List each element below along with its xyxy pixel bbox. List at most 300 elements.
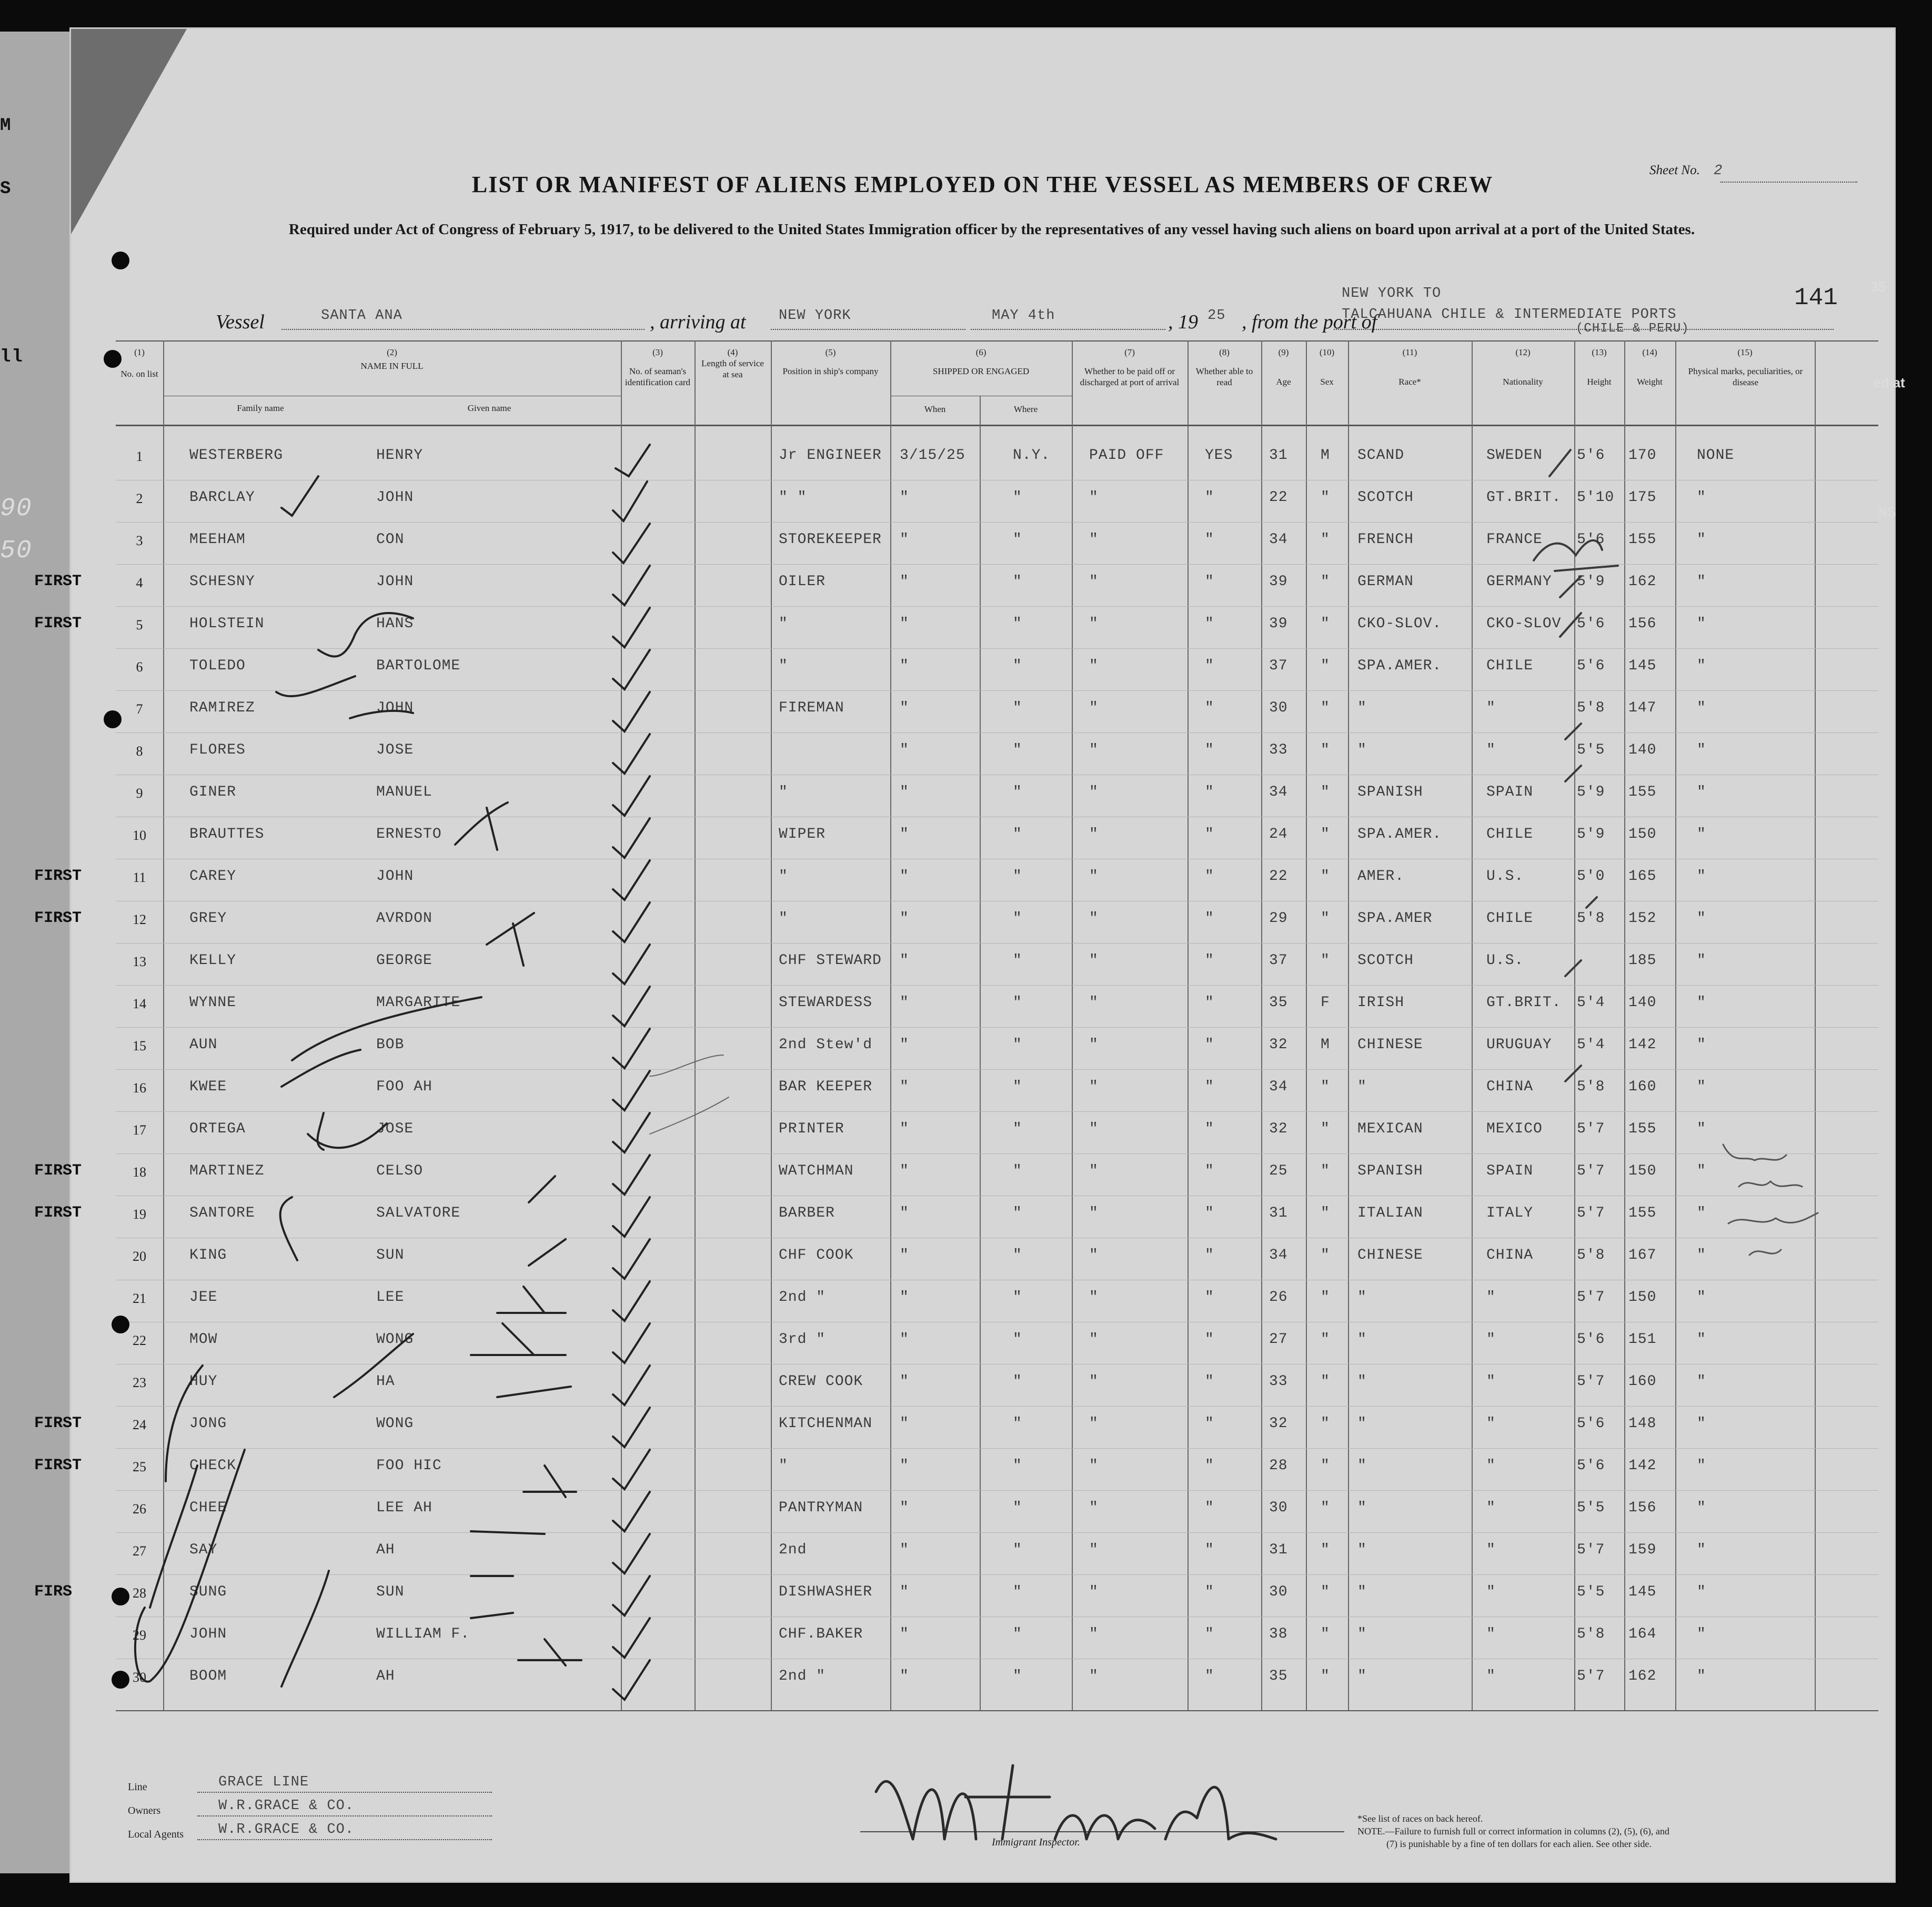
cell-height: 5'8	[1577, 910, 1605, 927]
cell-height: 5'7	[1577, 1542, 1605, 1558]
cell-when: "	[900, 1247, 909, 1263]
cell-race: "	[1357, 1079, 1367, 1095]
card-check-marks	[613, 445, 650, 1700]
cell-family: SAY	[189, 1542, 218, 1558]
cell-nat: CHINA	[1486, 1079, 1534, 1095]
cell-paid: "	[1089, 1079, 1099, 1095]
cell-when: "	[900, 700, 909, 716]
cell-when: "	[900, 531, 909, 548]
cell-family: HOLSTEIN	[189, 616, 265, 632]
margin-fragment: S	[0, 179, 12, 199]
binding-hole	[112, 252, 129, 269]
cell-position: 2nd "	[779, 1289, 826, 1306]
cell-where: "	[1013, 868, 1022, 885]
col-header-id-card: No. of seaman's identification card	[625, 366, 691, 387]
cell-given: WONG	[376, 1331, 414, 1348]
cell-where: "	[1013, 700, 1022, 716]
cell-read: "	[1205, 616, 1214, 632]
inspector-label: Immigrant Inspector.	[992, 1836, 1080, 1848]
cell-sex: "	[1321, 1205, 1330, 1221]
cell-nat: "	[1486, 1458, 1496, 1474]
right-edge-fragment: 35	[1870, 279, 1886, 295]
cell-given: FOO HIC	[376, 1458, 442, 1474]
cell-read: "	[1205, 1458, 1214, 1474]
row-number: 6	[136, 659, 143, 675]
cell-given: WONG	[376, 1416, 414, 1432]
row-number: 5	[136, 617, 143, 633]
cell-where: "	[1013, 1163, 1022, 1179]
cell-where: "	[1013, 489, 1022, 506]
cell-family: CAREY	[189, 868, 237, 885]
cell-position: 2nd Stew'd	[779, 1037, 873, 1053]
cell-family: MARTINEZ	[189, 1163, 265, 1179]
col-header-position: Position in ship's company	[782, 366, 879, 376]
col-header-name: NAME IN FULL	[360, 361, 424, 371]
cell-when: "	[900, 995, 909, 1011]
year-prefix: , 19	[1168, 311, 1198, 333]
cell-weight: 159	[1628, 1542, 1657, 1558]
row-number: 30	[133, 1670, 146, 1685]
cell-position: "	[779, 1458, 788, 1474]
cell-position: WIPER	[779, 826, 826, 842]
col-num-1: (1)	[134, 347, 145, 357]
cell-paid: "	[1089, 952, 1099, 969]
cell-nat: GERMANY	[1486, 574, 1552, 590]
cell-when: "	[900, 742, 909, 758]
cell-nat: U.S.	[1486, 868, 1524, 885]
cell-read: "	[1205, 1205, 1214, 1221]
cell-sex: "	[1321, 1079, 1330, 1095]
arriving-label: , arriving at	[650, 311, 746, 333]
cell-age: 39	[1269, 574, 1288, 590]
arriving-port: NEW YORK	[779, 308, 851, 324]
cell-position: PANTRYMAN	[779, 1500, 863, 1516]
cell-age: 32	[1269, 1416, 1288, 1432]
cell-race: IRISH	[1357, 995, 1405, 1011]
from-port-line3: (CHILE & PERU)	[1576, 322, 1689, 336]
cell-given: JOSE	[376, 1121, 414, 1137]
row-number: 27	[133, 1543, 146, 1559]
cell-given: HA	[376, 1373, 395, 1390]
cell-when: "	[900, 910, 909, 927]
cell-nat: "	[1486, 1331, 1496, 1348]
row-number: 21	[133, 1291, 146, 1306]
cell-read: "	[1205, 1037, 1214, 1053]
cell-position: CHF STEWARD	[779, 952, 882, 969]
cell-where: "	[1013, 1542, 1022, 1558]
cell-family: SUNG	[189, 1584, 227, 1600]
cell-weight: 140	[1628, 742, 1657, 758]
cell-age: 35	[1269, 1668, 1288, 1684]
col-header-sex: Sex	[1320, 377, 1334, 387]
cell-position: CHF.BAKER	[779, 1626, 863, 1642]
first-class-marker: FIRST	[34, 867, 82, 885]
cell-paid: "	[1089, 1500, 1099, 1516]
cell-when: "	[900, 658, 909, 674]
cell-position: 3rd "	[779, 1331, 826, 1348]
cell-height: 5'7	[1577, 1121, 1605, 1137]
cell-race: SPA.AMER	[1357, 910, 1433, 927]
row-number: 18	[133, 1165, 146, 1180]
row-number: 4	[136, 575, 143, 590]
cell-marks: "	[1697, 1416, 1706, 1432]
cell-marks: "	[1697, 1037, 1706, 1053]
cell-weight: 142	[1628, 1037, 1657, 1053]
cell-where: "	[1013, 1037, 1022, 1053]
cell-weight: 150	[1628, 826, 1657, 842]
cell-age: 22	[1269, 868, 1288, 885]
cell-paid: "	[1089, 1584, 1099, 1600]
cell-read: "	[1205, 742, 1214, 758]
cell-read: "	[1205, 1373, 1214, 1390]
cell-given: JOHN	[376, 868, 414, 885]
cell-sex: "	[1321, 1373, 1330, 1390]
cell-sex: "	[1321, 826, 1330, 842]
row-number: 14	[133, 996, 146, 1011]
cell-read: "	[1205, 1121, 1214, 1137]
from-port-label: , from the port of	[1242, 311, 1377, 333]
cell-nat: SWEDEN	[1486, 447, 1543, 464]
cell-weight: 170	[1628, 447, 1657, 464]
cell-marks: "	[1697, 1331, 1706, 1348]
cell-when: "	[900, 1121, 909, 1137]
cell-height: 5'7	[1577, 1205, 1605, 1221]
cell-when: "	[900, 574, 909, 590]
cell-paid: "	[1089, 1373, 1099, 1390]
cell-position: PRINTER	[779, 1121, 844, 1137]
cell-paid: "	[1089, 1626, 1099, 1642]
cell-given: JOHN	[376, 700, 414, 716]
cell-where: "	[1013, 1626, 1022, 1642]
row-number: 29	[133, 1628, 146, 1643]
cell-weight: 160	[1628, 1079, 1657, 1095]
cell-when: "	[900, 1458, 909, 1474]
binding-hole	[104, 350, 122, 368]
cell-marks: "	[1697, 1205, 1706, 1221]
cell-position: "	[779, 910, 788, 927]
cell-when: "	[900, 1584, 909, 1600]
cell-position: STEWARDESS	[779, 995, 873, 1011]
cell-sex: F	[1321, 995, 1330, 1011]
cell-given: FOO AH	[376, 1079, 432, 1095]
cell-position: KITCHENMAN	[779, 1416, 873, 1432]
cell-read: "	[1205, 1163, 1214, 1179]
cell-given: HANS	[376, 616, 414, 632]
cell-marks: "	[1697, 531, 1706, 548]
cell-weight: 147	[1628, 700, 1657, 716]
cell-paid: "	[1089, 1037, 1099, 1053]
cell-nat: "	[1486, 1289, 1496, 1306]
cell-where: "	[1013, 1289, 1022, 1306]
cell-position: 2nd	[779, 1542, 807, 1558]
cell-when: "	[900, 616, 909, 632]
physical-marks-note	[1723, 1145, 1818, 1255]
cell-marks: "	[1697, 1458, 1706, 1474]
cell-weight: 155	[1628, 1121, 1657, 1137]
cell-given: MANUEL	[376, 784, 432, 800]
cell-weight: 165	[1628, 868, 1657, 885]
cell-nat: SPAIN	[1486, 1163, 1534, 1179]
cell-height: 5'0	[1577, 868, 1605, 885]
cell-position: CHF COOK	[779, 1247, 854, 1263]
cell-family: JONG	[189, 1416, 227, 1432]
cell-nat: CHINA	[1486, 1247, 1534, 1263]
cell-paid: "	[1089, 1205, 1099, 1221]
cell-family: GINER	[189, 784, 237, 800]
cell-sex: "	[1321, 700, 1330, 716]
col-subheader-where: Where	[1013, 404, 1038, 414]
cell-marks: "	[1697, 1079, 1706, 1095]
penalty-note-2: (7) is punishable by a fine of ten dollars for each alien. See other side.	[1386, 1839, 1652, 1849]
cell-weight: 142	[1628, 1458, 1657, 1474]
cell-sex: "	[1321, 1668, 1330, 1684]
first-class-marker: FIRST	[34, 1204, 82, 1222]
cell-race: "	[1357, 1584, 1367, 1600]
cell-when: "	[900, 1289, 909, 1306]
penalty-note-1: NOTE.—Failure to furnish full or correct information in columns (2), (5), (6), and	[1357, 1826, 1669, 1836]
cell-nat: "	[1486, 1626, 1496, 1642]
row-number: 28	[133, 1585, 146, 1601]
cell-given: SUN	[376, 1584, 405, 1600]
cell-nat: "	[1486, 1584, 1496, 1600]
cell-race: CHINESE	[1357, 1247, 1423, 1263]
cell-given: ERNESTO	[376, 826, 442, 842]
cell-marks: "	[1697, 1542, 1706, 1558]
cell-sex: "	[1321, 531, 1330, 548]
cell-read: "	[1205, 1247, 1214, 1263]
col-header-race: Race*	[1398, 377, 1421, 387]
cell-sex: "	[1321, 784, 1330, 800]
cell-position: WATCHMAN	[779, 1163, 854, 1179]
cell-nat: FRANCE	[1486, 531, 1543, 548]
cell-age: 27	[1269, 1331, 1288, 1348]
cell-weight: 162	[1628, 1668, 1657, 1684]
cell-read: "	[1205, 784, 1214, 800]
cell-given: CELSO	[376, 1163, 424, 1179]
cell-nat: GT.BRIT.	[1486, 489, 1562, 506]
cell-family: KWEE	[189, 1079, 227, 1095]
cell-when: "	[900, 1626, 909, 1642]
cell-family: BARCLAY	[189, 489, 255, 506]
cell-when: 3/15/25	[900, 447, 965, 464]
cell-race: "	[1357, 1289, 1367, 1306]
cell-marks: "	[1697, 952, 1706, 969]
page-title: LIST OR MANIFEST OF ALIENS EMPLOYED ON THE VESSEL AS MEMBERS OF CREW	[471, 172, 1494, 197]
row-number: 12	[133, 912, 146, 927]
col-num-10: (10)	[1319, 347, 1335, 357]
cell-height: 5'9	[1577, 574, 1605, 590]
cell-given: MARGARITE	[376, 995, 461, 1011]
cell-marks: "	[1697, 616, 1706, 632]
cell-marks: NONE	[1697, 447, 1735, 464]
cell-paid: "	[1089, 1289, 1099, 1306]
cell-height: 5'6	[1577, 1416, 1605, 1432]
cell-weight: 162	[1628, 574, 1657, 590]
cell-weight: 145	[1628, 658, 1657, 674]
cell-marks: "	[1697, 784, 1706, 800]
cell-race: FRENCH	[1357, 531, 1414, 548]
cell-race: "	[1357, 1458, 1367, 1474]
cell-sex: "	[1321, 1626, 1330, 1642]
cell-race: SPA.AMER.	[1357, 658, 1442, 674]
cell-where: "	[1013, 1121, 1022, 1137]
row-number: 22	[133, 1333, 146, 1348]
col-subheader-family: Family name	[237, 403, 284, 413]
cell-given: AVRDON	[376, 910, 432, 927]
row-number: 20	[133, 1249, 146, 1264]
cell-family: JEE	[189, 1289, 218, 1306]
cell-height: 5'7	[1577, 1289, 1605, 1306]
cell-where: "	[1013, 531, 1022, 548]
row-number: 1	[136, 449, 143, 464]
row-number: 11	[133, 870, 146, 885]
cell-paid: "	[1089, 531, 1099, 548]
name-check-marks	[135, 476, 581, 1687]
cell-age: 34	[1269, 531, 1288, 548]
cell-where: "	[1013, 1668, 1022, 1684]
cell-position: "	[779, 616, 788, 632]
cell-weight: 164	[1628, 1626, 1657, 1642]
col-num-4: (4)	[727, 347, 738, 357]
cell-given: SUN	[376, 1247, 405, 1263]
cell-paid: "	[1089, 489, 1099, 506]
manifest-sheet	[34, 29, 1894, 1881]
cell-nat: CHILE	[1486, 826, 1534, 842]
cell-where: "	[1013, 1079, 1022, 1095]
cell-position: DISHWASHER	[779, 1584, 873, 1600]
cell-sex: "	[1321, 1458, 1330, 1474]
cell-marks: "	[1697, 1668, 1706, 1684]
cell-age: 31	[1269, 447, 1288, 464]
cell-where: "	[1013, 995, 1022, 1011]
cell-family: GREY	[189, 910, 227, 927]
cell-age: 35	[1269, 995, 1288, 1011]
col-header-physical-marks: Physical marks, peculiarities, or disease	[1688, 366, 1803, 387]
cell-height: 5'6	[1577, 531, 1605, 548]
cell-age: 28	[1269, 1458, 1288, 1474]
cell-height: 5'4	[1577, 995, 1605, 1011]
cell-when: "	[900, 1668, 909, 1684]
cell-race: "	[1357, 1626, 1367, 1642]
cell-sex: "	[1321, 742, 1330, 758]
cell-paid: "	[1089, 1331, 1099, 1348]
cell-read: "	[1205, 1668, 1214, 1684]
cell-weight: 150	[1628, 1289, 1657, 1306]
cell-nat: MEXICO	[1486, 1121, 1543, 1137]
cell-where: "	[1013, 1373, 1022, 1390]
binding-hole	[112, 1671, 129, 1689]
cell-family: HUY	[189, 1373, 218, 1390]
cell-given: HENRY	[376, 447, 424, 464]
cell-when: "	[900, 952, 909, 969]
cell-height: 5'7	[1577, 1668, 1605, 1684]
row-number: 16	[133, 1080, 146, 1096]
cell-read: "	[1205, 910, 1214, 927]
cell-marks: "	[1697, 1373, 1706, 1390]
cell-age: 34	[1269, 1079, 1288, 1095]
cell-sex: "	[1321, 1247, 1330, 1263]
cell-read: "	[1205, 1584, 1214, 1600]
cell-family: KING	[189, 1247, 227, 1263]
cell-when: "	[900, 1500, 909, 1516]
cell-position: FIREMAN	[779, 700, 844, 716]
col-header-paid-off: Whether to be paid off or discharged at port of arrival	[1080, 366, 1180, 387]
cell-race: CKO-SLOV.	[1357, 616, 1442, 632]
cell-marks: "	[1697, 1584, 1706, 1600]
cell-family: SCHESNY	[189, 574, 255, 590]
cell-height: 5'6	[1577, 1458, 1605, 1474]
cell-height: 5'5	[1577, 1584, 1605, 1600]
cell-sex: "	[1321, 1121, 1330, 1137]
col-header-service: Length of service at sea	[701, 358, 764, 379]
cell-paid: "	[1089, 742, 1099, 758]
col-num-8: (8)	[1219, 347, 1230, 357]
col-num-15: (15)	[1737, 347, 1753, 357]
cell-sex: "	[1321, 1331, 1330, 1348]
cell-given: JOHN	[376, 489, 414, 506]
cell-weight: 185	[1628, 952, 1657, 969]
page-stamp: 141	[1794, 284, 1838, 312]
cell-family: FLORES	[189, 742, 246, 758]
cell-position: CREW COOK	[779, 1373, 863, 1390]
cell-given: JOSE	[376, 742, 414, 758]
col-subheader-given: Given name	[467, 403, 511, 413]
cell-race: "	[1357, 1542, 1367, 1558]
cell-when: "	[900, 1373, 909, 1390]
row-number: 3	[136, 533, 143, 548]
sheet-number: 2	[1714, 163, 1723, 179]
row-number: 10	[133, 828, 146, 843]
cell-position: STOREKEEPER	[779, 531, 882, 548]
torn-corner	[71, 29, 187, 234]
cell-marks: "	[1697, 1247, 1706, 1263]
col-header-nationality: Nationality	[1503, 377, 1543, 387]
cell-paid: "	[1089, 995, 1099, 1011]
cell-paid: "	[1089, 658, 1099, 674]
cell-marks: "	[1697, 1163, 1706, 1179]
cell-position: 2nd "	[779, 1668, 826, 1684]
cell-weight: 155	[1628, 531, 1657, 548]
row-number: 8	[136, 744, 143, 759]
cell-sex: "	[1321, 910, 1330, 927]
cell-family: BOOM	[189, 1668, 227, 1684]
cell-height: 5'4	[1577, 1037, 1605, 1053]
cell-read: "	[1205, 1289, 1214, 1306]
cell-weight: 160	[1628, 1373, 1657, 1390]
first-class-marker: FIRST	[34, 1457, 82, 1474]
cell-age: 34	[1269, 1247, 1288, 1263]
cell-race: SPANISH	[1357, 784, 1423, 800]
cell-paid: "	[1089, 574, 1099, 590]
cell-race: SCAND	[1357, 447, 1405, 464]
cell-nat: "	[1486, 700, 1496, 716]
col-subheader-when: When	[924, 404, 946, 414]
cell-sex: "	[1321, 1163, 1330, 1179]
col-num-11: (11)	[1402, 347, 1417, 357]
cell-position: "	[779, 658, 788, 674]
row-number: 13	[133, 954, 146, 969]
cell-race: AMER.	[1357, 868, 1405, 885]
cell-weight: 148	[1628, 1416, 1657, 1432]
cell-sex: "	[1321, 1542, 1330, 1558]
first-class-marker: FIRS	[34, 1583, 73, 1601]
cell-given: GEORGE	[376, 952, 432, 969]
owners-label: Owners	[128, 1805, 161, 1816]
cell-weight: 175	[1628, 489, 1657, 506]
cell-paid: "	[1089, 1247, 1099, 1263]
cell-height: 5'8	[1577, 700, 1605, 716]
cell-nat: "	[1486, 1542, 1496, 1558]
